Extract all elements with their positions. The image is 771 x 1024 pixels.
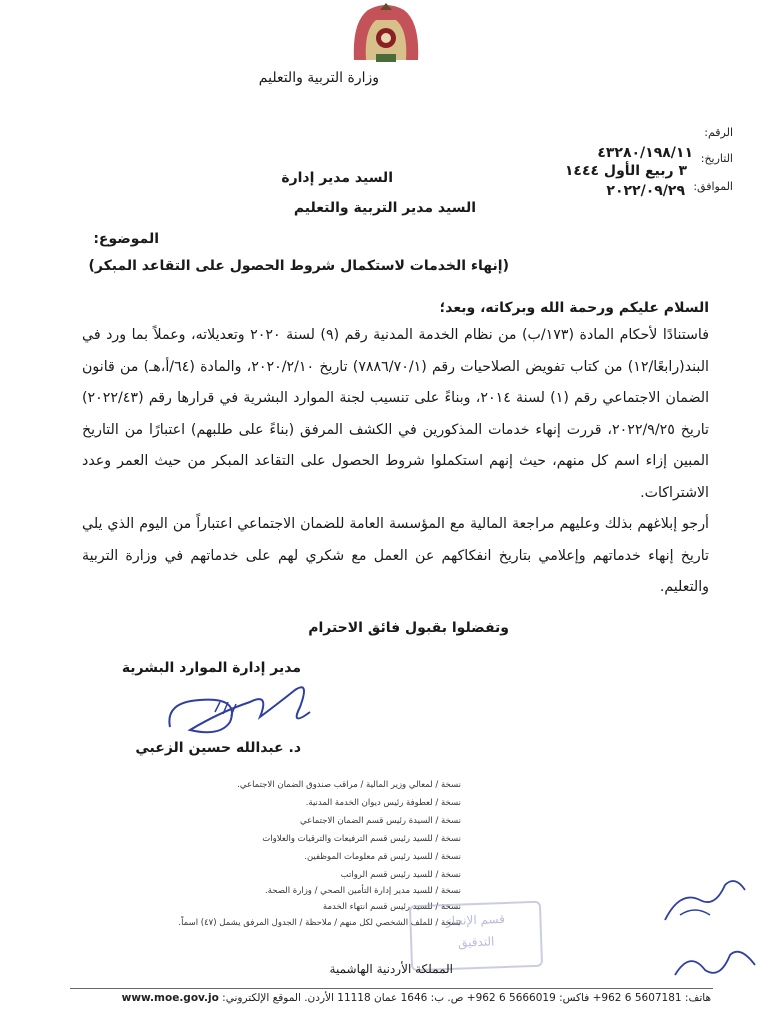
- gregorian-date: ٢٠٢٢/٠٩/٢٩: [606, 183, 685, 199]
- footer-kingdom: المملكة الأردنية الهاشمية: [329, 962, 453, 976]
- hijri-date: ٣ ربيع الأول ١٤٤٤: [564, 163, 687, 179]
- handwritten-note: [660, 870, 750, 930]
- cc-line: نسخة / للسيد رئيس قسم الترفيعات والترقيات والعلاوات: [262, 834, 461, 844]
- subject-text: (إنهاء الخدمات لاستكمال شروط الحصول على التقاعد المبكر): [88, 258, 509, 274]
- coat-of-arms-icon: [346, 2, 426, 68]
- footer-contact-row: [122, 992, 711, 1004]
- cc-line: نسخة / لمعالي وزير المالية / مراقب صندوق الضمان الاجتماعي.: [237, 780, 461, 790]
- subject-label: الموضوع:: [93, 231, 159, 247]
- signatory-name: د. عبدالله حسين الزعبي: [135, 740, 301, 756]
- addressee-line-2: السيد مدير التربية والتعليم: [293, 200, 476, 216]
- number-label: الرقم:: [704, 126, 733, 139]
- handwritten-signature: [160, 672, 320, 742]
- closing-line: وتفضلوا بقبول فائق الاحترام: [308, 620, 509, 636]
- handwritten-note: [670, 945, 760, 985]
- greeting: السلام عليكم ورحمة الله وبركاته، وبعد؛: [439, 300, 709, 316]
- footer-divider: [70, 988, 713, 989]
- stamp-line-2: التدقيق: [457, 934, 495, 950]
- cc-line: نسخة / السيدة رئيس قسم الضمان الاجتماعي: [299, 816, 461, 826]
- cc-line: نسخة / للسيد مدير إدارة التأمين الصحي / وزارة الصحة.: [265, 886, 461, 896]
- date-label: التاريخ:: [700, 152, 733, 165]
- body-paragraph-2: أرجو إبلاغهم بذلك وعليهم مراجعة المالية مع المؤسسة العامة للضمان الاجتماعي اعتباراً من اليوم الذي يلي تاريخ إنهاء خدماتهم وإعلامي بتاريخ انفكاكهم عن العمل مع شكري لهم على خدماتهم في وزارة التربية والتعليم.: [82, 516, 709, 595]
- signatory-title: مدير إدارة الموارد البشرية: [121, 660, 301, 676]
- footer-contact: هاتف: 5607181 6 962+ فاكس: 5666019 6 962+ ص. ب: 1646 عمان 11118 الأردن. الموقع الإلكتروني:: [222, 992, 711, 1004]
- ministry-name: وزارة التربية والتعليم: [258, 70, 379, 86]
- corresponding-label: الموافق:: [693, 180, 733, 193]
- body-paragraph-1: فاستنادًا لأحكام المادة (١٧٣/ب) من نظام الخدمة المدنية رقم (٩) لسنة ٢٠٢٠ وتعديلاته، وعملاً بما ورد في البند(رابعًا/١٢) من كتاب تفويض الصلاحيات رقم (٧٨٨٦/٧٠/١) تاريخ ٢٠٢٠/٢/١٠، والمادة (٦٤/أ،هـ) من قانون الضمان الاجتماعي رقم (١) لسنة ٢٠١٤، وبناءً على تنسيب لجنة الموارد البشرية في قرارها رقم (٢٠٢٢/٤٣) تاريخ ٢٠٢٢/٩/٢٥، قررت إنهاء خدمات المذكورين في الكشف المرفق (بناءً على طلبهم) اعتبارًا من التاريخ المبين إزاء اسم كل منهم، حيث إنهم استكملوا شروط الحصول على التقاعد المبكر من حيث العمر وعدد الاشتراكات.: [82, 327, 710, 501]
- reference-number: ٤٣٢٨٠/١٩٨/١١: [597, 145, 693, 161]
- website-link[interactable]: www.moe.gov.jo: [121, 992, 219, 1004]
- stamp-line-1: قسم الإنجاز: [445, 911, 506, 929]
- official-stamp: [409, 901, 543, 972]
- cc-line: نسخة / للملف الشخصي لكل منهم / ملاحظة / الجدول المرفق يشمل (٤٧) اسماً.: [178, 918, 461, 928]
- addressee-line-1: السيد مدير إدارة: [281, 170, 393, 186]
- cc-line: نسخة / للسيد رئيس قم معلومات الموظفين.: [304, 852, 461, 862]
- cc-line: نسخة / لعطوفة رئيس ديوان الخدمة المدنية.: [305, 798, 461, 808]
- cc-line: نسخة / للسيد رئيس قسم الرواتب: [340, 870, 461, 880]
- cc-line: نسخة / للسيد رئيس قسم انتهاء الخدمة: [322, 902, 461, 912]
